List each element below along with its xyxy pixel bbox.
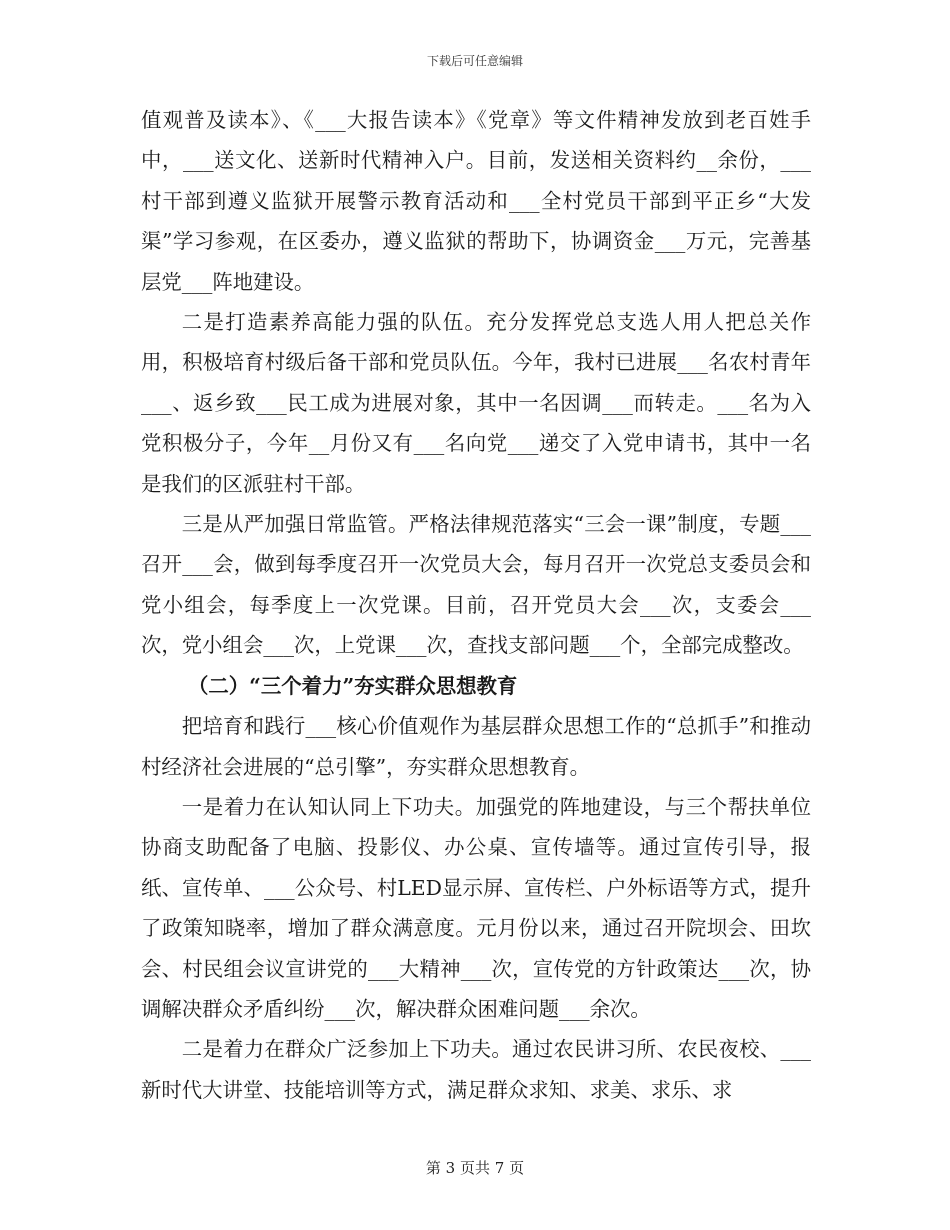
paragraph-core-values: 把培育和践行___核心价值观作为基层群众思想工作的“总抓手”和推动村经济社会进展的“总引擎”，夯实群众思想教育。	[141, 714, 811, 779]
paragraph-continued: 值观普及读本》、《___大报告读本》《党章》等文件精神发放到老百姓手中，___送文化、送新时代精神入户。目前，发送相关资料约__余份，___村干部到遵义监狱开展警示教育活动和___全村党员干部到平正乡“大发渠”学习参观，在区委办，遵义监狱的帮助下，协调资金___万元，完善基层党___阵地建设。	[141, 108, 811, 294]
section-heading: （二）“三个着力”夯实群众思想教育	[188, 673, 518, 698]
paragraph-supervision: 三是从严加强日常监管。严格法律规范落实“三会一课”制度，专题___召开___会，做到每季度召开一次党员大会，每月召开一次党总支委员会和党小组会，每季度上一次党课。目前，召开党员大会___次，支委会___次，党小组会___次，上党课___次，查找支部问题___个，全部完成整改。	[141, 512, 811, 658]
paragraph-recognition: 一是着力在认知认同上下功夫。加强党的阵地建设，与三个帮扶单位协商支助配备了电脑、投影仪、办公桌、宣传墙等。通过宣传引导，报纸、宣传单、___公众号、村LED显示屏、宣传栏、户外标语等方式，提升了政策知晓率，增加了群众满意度。元月份以来，通过召开院坝会、田坎会、村民组会议宣讲党的___大精神___次，宣传党的方针政策达___次，协调解决群众矛盾纠纷___次，解决群众困难问题___余次。	[141, 794, 811, 1021]
document-body	[141, 100, 811, 1110]
paragraph-team-building: 二是打造素养高能力强的队伍。充分发挥党总支选人用人把总关作用，积极培育村级后备干部和党员队伍。今年，我村已进展___名农村青年___、返乡致___民工成为进展对象，其中一名因调___而转走。___名为入党积极分子，今年__月份又有___名向党___递交了入党申请书，其中一名是我们的区派驻村干部。	[141, 310, 811, 496]
page-footer: 第 3 页共 7 页	[425, 1159, 525, 1177]
paragraph-participation: 二是着力在群众广泛参加上下功夫。通过农民讲习所、农民夜校、___新时代大讲堂、技能培训等方式，满足群众求知、求美、求乐、求	[141, 1037, 811, 1102]
page-header: 下载后可任意编辑	[426, 54, 523, 68]
